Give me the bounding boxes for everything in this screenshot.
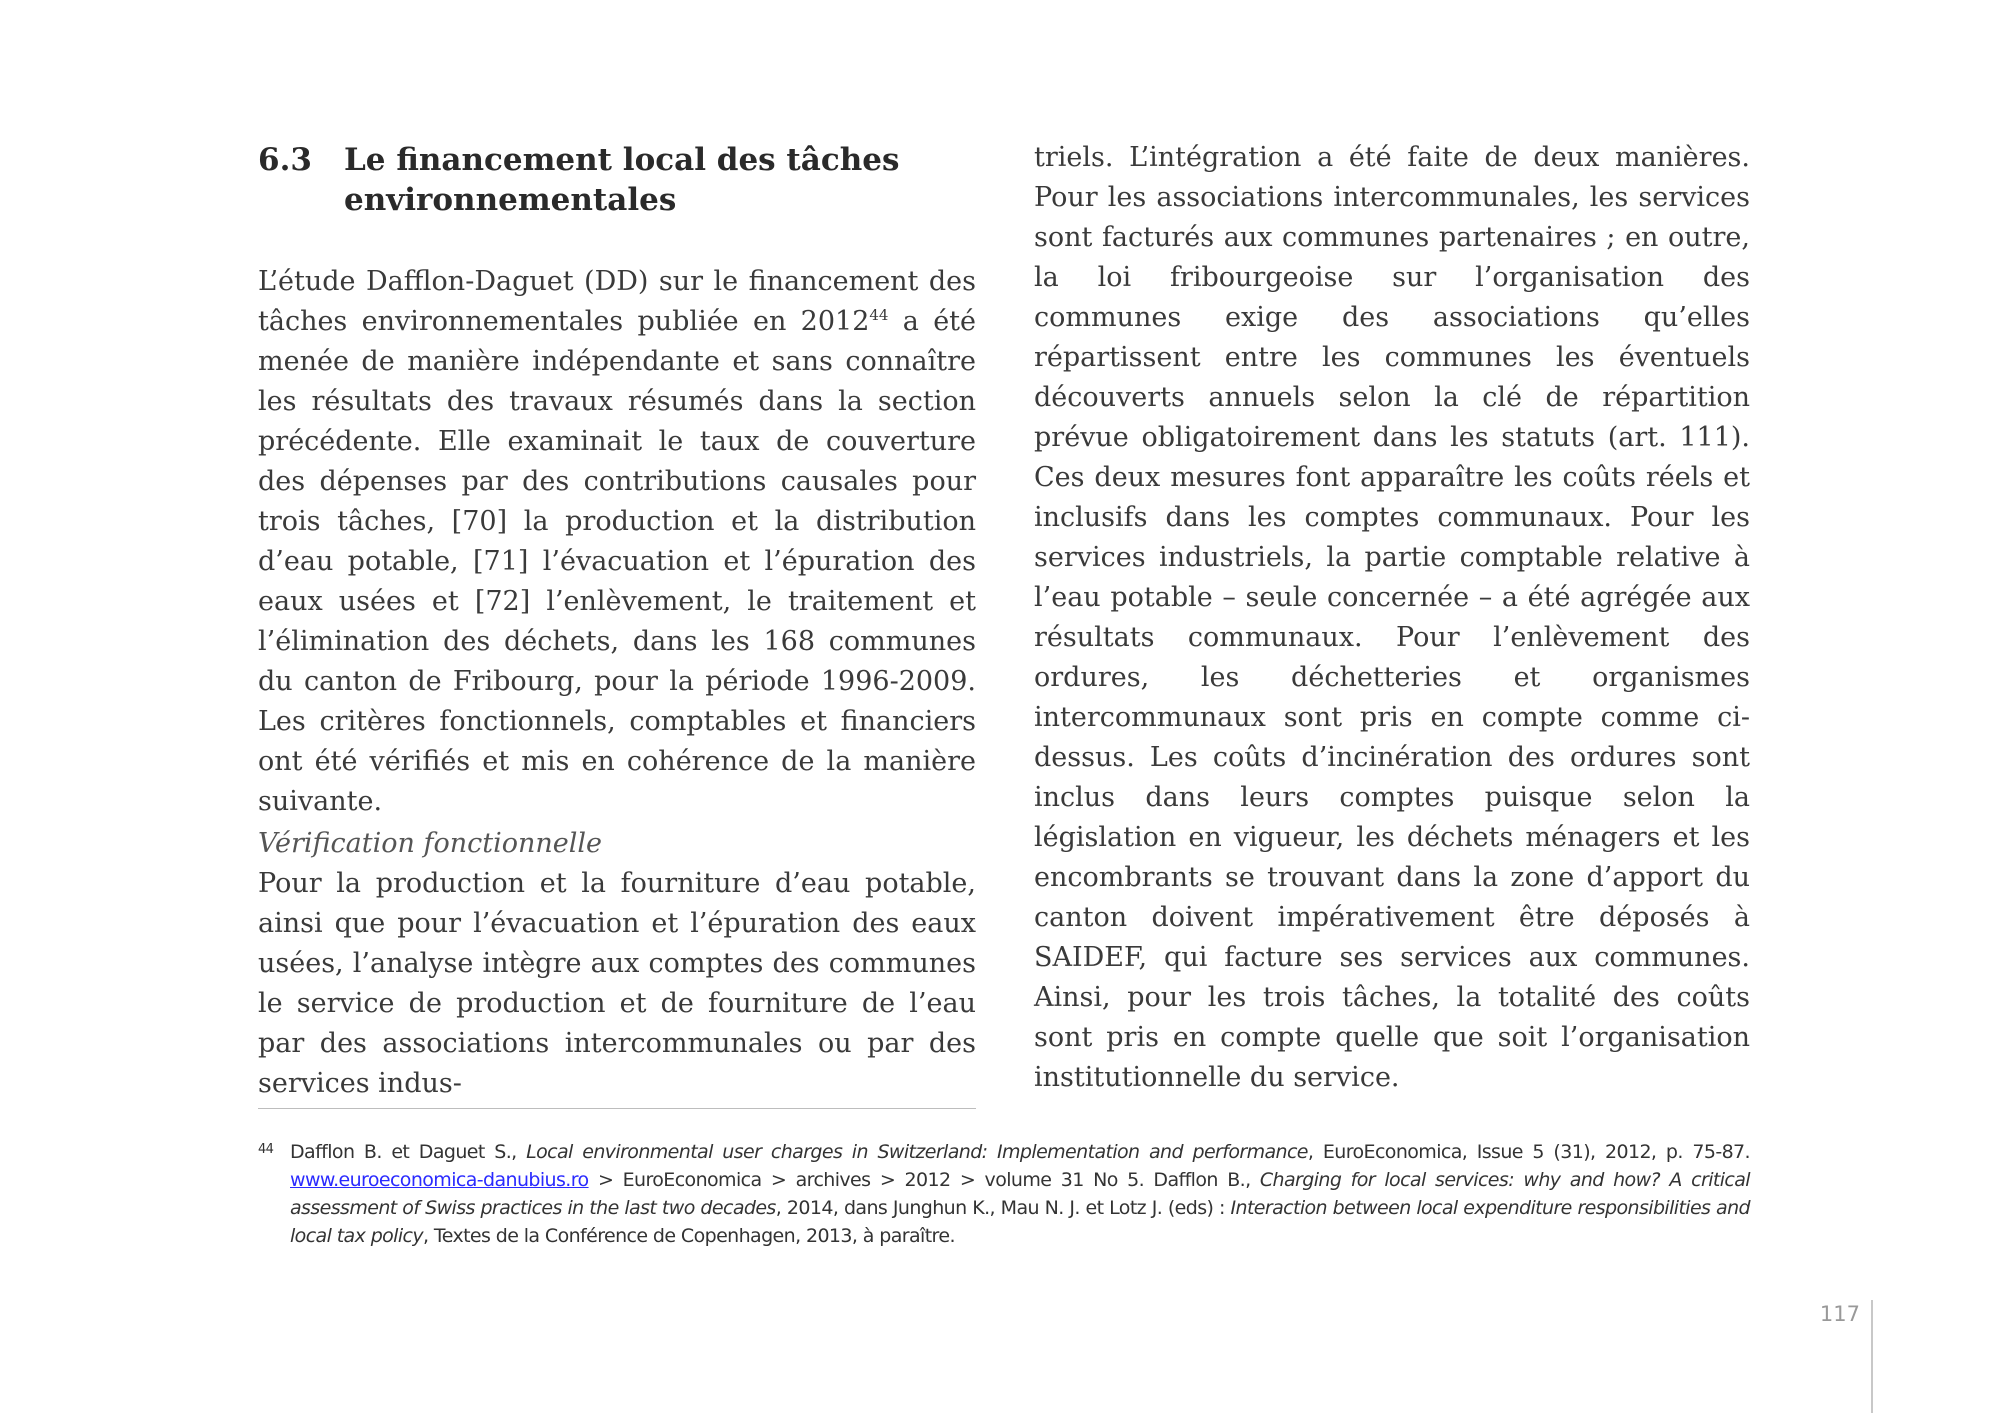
left-paragraph-1 — [258, 262, 976, 822]
fn-title-3: Interaction between local expenditure responsibilities and local tax policy — [290, 1197, 1750, 1247]
fn-part-2: , EuroEconomica, Issue 5 (31), 2012, p. 75-87. — [1307, 1141, 1750, 1163]
fn-title-1: Local environmental user charges in Switzerland: Implementation and performance — [526, 1141, 1308, 1163]
footnote-number: 44 — [258, 1142, 274, 1157]
fn-part-3: > EuroEconomica > archives > 2012 > volume 31 No 5. Dafflon B., — [588, 1169, 1260, 1191]
footnote-link[interactable]: www.euroeconomica-danubius.ro — [290, 1169, 589, 1191]
para1-text-a: L’étude Dafflon-Daguet (DD) sur le financement des tâches environnementales publiée en 2012 — [258, 266, 976, 337]
right-paragraph: triels. L’intégration a été faite de deux manières. Pour les associations intercommunales, les services sont facturés aux communes partenaires ; en outre, la loi fribourgeoise sur l’organisation des communes exige des associations qu’elles répartissent entre les communes les éventuels découverts annuels selon la clé de répartition prévue obligatoirement dans les statuts (art. 111). Ces deux mesures font apparaître les coûts réels et inclusifs dans les comptes communaux. Pour les services industriels, la partie comptable relative à l’eau potable – seule concernée – a été agrégée aux résultats communaux. Pour l’enlèvement des ordures, les déchetteries et organismes intercommunaux sont pris en compte comme ci-dessus. Les coûts d’incinération des ordures sont inclus dans leurs comptes puisque selon la législation en vigueur, les déchets ménagers et les encombrants se trouvant dans la zone d’apport du canton doivent impérativement être déposés à SAIDEF, qui facture ses services aux communes. Ainsi, pour les trois tâches, la totalité des coûts sont pris en compte quelle que soit l’organisation institutionnelle du service. — [1034, 142, 1750, 1093]
section-number: 6.3 — [258, 142, 312, 178]
right-column — [1034, 138, 1750, 1098]
footnote-text — [290, 1138, 1750, 1250]
footnote-reference[interactable]: 44 — [869, 306, 889, 324]
fn-title-2: Charging for local services: why and how? A critical assessment of Swiss practices in the last two decades — [290, 1169, 1750, 1219]
fn-part-4: , 2014, dans Junghun K., Mau N. J. et Lotz J. (eds) : — [775, 1197, 1231, 1219]
page-number: 117 — [1819, 1302, 1860, 1326]
fn-part-5: , Textes de la Conférence de Copenhagen, 2013, à paraître. — [423, 1225, 955, 1247]
para1-text-b: a été menée de manière indépendante et sans connaître les résultats des travaux résumés dans la section précédente. Elle examinait le taux de couverture des dépenses par des contributions causales pour trois tâches, [70] la production et la distribution d’eau potable, [71] l’évacuation et l’épuration des eaux usées et [72] l’enlèvement, le traitement et l’élimination des déchets, dans les 168 communes du canton de Fribourg, pour la période 1996-2009. Les critères fonctionnels, comptables et financiers ont été vérifiés et mis en cohérence de la manière suivante. — [258, 306, 976, 817]
section-title: Le financement local des tâches environnementales — [344, 142, 900, 218]
footnote-divider — [258, 1108, 976, 1109]
footnote — [258, 1138, 1750, 1250]
fn-part-1: Dafflon B. et Daguet S., — [290, 1141, 527, 1163]
section-heading — [258, 140, 976, 220]
left-paragraph-2: Pour la production et la fourniture d’eau potable, ainsi que pour l’évacuation et l’épuration des eaux usées, l’analyse intègre aux comptes des communes le service de production et de fourniture de l’eau par des associations intercommunales ou par des services indus- — [258, 868, 976, 1099]
subheading-verification: Vérification fonctionnelle — [258, 828, 602, 859]
page-edge-rule — [1871, 1300, 1873, 1413]
